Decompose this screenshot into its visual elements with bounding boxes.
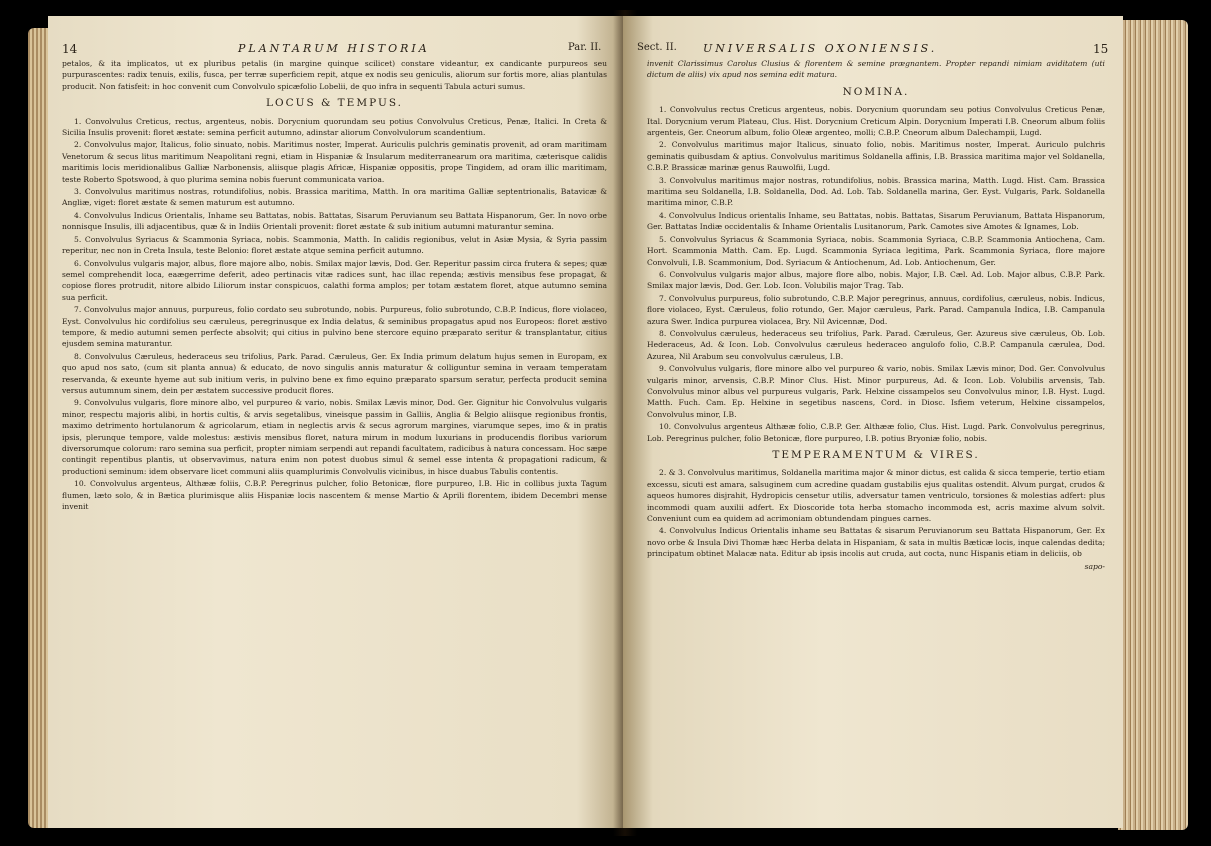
text-entry: 2. & 3. Convolvulus maritimus, Soldanella maritima major & minor dictus, est calida & sicca temperie, tertio etiam excessu, sicuti est amara, salsuginem cum acredine quadam gustabilis ejus qualitas ostendit. Alvum purgat, crudos & aqueos humores disjrahit, Hydropicis censetur utilis, adversatur tamen ventriculo, torsiones & molestias adfert: plus incommodi quam auxilii adfert. Ex Dioscoride tota herba stomacho incommoda est, acris maxime alvum solvit. Conveniunt cum ea quidem ad acrimoniam obtundendam pingues carnes. <box>647 468 1105 524</box>
text-entry: 2. Convolvulus major, Italicus, folio sinuato, nobis. Maritimus noster, Imperat. Auriculis pulchris geminatis provenit, ad oram maritimam Venetorum & secus litus maritimum Neapolitani regni, etiam in Hispaniæ & Insularum mediterranearum ora maritima, cæterisque calidis maritimis locis meridionalibus Galliæ Narbonensis, aliisque plagis Africæ, Hispaniæ oppositis, prope Tingidem, ad oram illic maritimam, teste Roberto Spotswood, à quo plurima semina nobis fuerunt communicata varioa. <box>62 140 607 184</box>
catchword: sapo- <box>1084 561 1105 571</box>
left-part-label: Par. II. <box>568 42 602 53</box>
text-entry: 6. Convolvulus vulgaris major albus, majore flore albo, nobis. Major, I.B. Cæl. Ad. Lob. Major albus, C.B.P. Park. Smilax major lævis, Dod. Ger. Lob. Icon. Volubilis major Trag. Tab. <box>647 269 1105 291</box>
section-title-temperamentum: TEMPERAMENTUM & VIRES. <box>772 449 980 461</box>
text-entry: 1. Convolvulus rectus Creticus argenteus, nobis. Dorycnium quorundam seu potius Convolvulus Creticus Penæ, Ital. Dorycnium verum Plateau, Clus. Hist. Dorycnium Creticum Alpin. Dorycnium Imperati I.B. Cneorum album foliis argenteis, Ger. Cneorum album, folio Oleæ argenteo, molli; C.B.P. Cneorum album Dalechampii, Lugd. <box>647 105 1105 138</box>
left-intro: petalos, & ita implicatos, ut ex pluribus petalis (in margine quinque scilicet) constare videantur, ex candicante purpureos seu purpurascentes: radix tenuis, exilis, fusca, per terræ superficiem repit, atque ex nodis seu geniculis, aliorum sur fortis more, alias plantulas producit. Non fatisfeit: in hoc convenit cum Convolvulo spicæfolio Lobelii, de quo infra in sequenti Tabula acturi sumus. <box>62 59 607 91</box>
right-page-number: 15 <box>1093 42 1109 56</box>
left-page <box>48 16 623 828</box>
text-entry: 7. Convolvulus major annuus, purpureus, folio cordato seu subrotundo, nobis. Purpureus, folio subrotundo, C.B.P. Indicus, flore violaceo, Eyst. Convolvulus hic cordifolius seu cæruleus, peregrinusque ex India delatus, & seminibus propagatus apud nos Europeos: floret æstivo tempore, & medio autumni semen perfecte absolvit; qui citius in pulvino bene stercore equino præparato seritur & transplantatur, citius ejusdem semina maturantur. <box>62 305 607 349</box>
text-entry: 1. Convolvulus Creticus, rectus, argenteus, nobis. Dorycnium quorundam seu potius Convolvulus Creticus, Penæ, Italici. In Creta & Sicilia Insulis provenit: floret æstate: semina perficit autumno, adinstar aliorum Convolvulorum scandentium. <box>62 116 607 138</box>
locus-entries <box>62 116 607 513</box>
right-intro: invenit Clarissimus Carolus Clusius & florentem & semine prægnantem. Propter repandi nimiam aviditatem (uti dictum de aliis) vix apud nos semina edit matura. <box>647 59 1105 80</box>
text-entry: 9. Convolvulus vulgaris, flore minore albo vel purpureo & vario, nobis. Smilax Lævis minor, Dod. Ger. Convolvulus vulgaris minor, arvensis, C.B.P. Minor Clus. Hist. Minor purpureus, Ad. & Icon. Lob. Volubilis arvensis, Tab. Convolvulus minor albus vel purpureus vulgaris, Park. Helxine cissampelos seu Convolvulus minor, I.B. Hyst. Lugd. Matth. Fuch. Cam. Ep. Helxine in segetibus nascens, Cord. in Diosc. Isfiem veterum, Helxine cissampelos, Convolvulus minor, I.B. <box>647 364 1105 419</box>
nomina-entries <box>647 104 1105 444</box>
text-entry: 5. Convolvulus Syriacus & Scammonia Syriaca, nobis. Scammonia, Matth. In calidis regionibus, velut in Asiæ Mysia, & Syria passim reperitur, nec non in Creta Insula, teste Belonio: floret æstate atque semina perficit autumno. <box>62 234 607 256</box>
text-entry: 7. Convolvulus purpureus, folio subrotundo, C.B.P. Major peregrinus, annuus, cordifolius, cæruleus, nobis. Indicus, flore violaceo, Eyst. Cæruleus, folio rotundo, Ger. Major cæruleus, Park. Parad. Campanula Indica, I.B. Campanula azura Swer. Indica purpurea violacea, Bry. Nil Avicennæ, Dod. <box>647 293 1105 326</box>
text-entry: 4. Convolvulus Indicus Orientalis, Inhame seu Battatas, nobis. Battatas, Sisarum Peruvianum seu Battata Hispanorum, Ger. In novo orbe nonnisque Insulis, illi adjacentibus, quæ & in Indiis Orientali provenit: floret æstate & sub initium autumni maturantur semina. <box>62 210 607 232</box>
right-page-edges <box>1118 20 1188 830</box>
left-page-number: 14 <box>62 42 78 56</box>
right-running-head: UNIVERSALIS OXONIENSIS. <box>703 42 938 55</box>
open-book <box>28 10 1188 836</box>
right-page <box>623 16 1123 828</box>
right-section-label: Sect. II. <box>637 42 677 53</box>
text-entry: 10. Convolvulus argenteus, Althææ foliis, C.B.P. Peregrinus pulcher, folio Betonicæ, flore purpureo, I.B. Hic in collibus juxta Tagum flumen, læto solo, & in Bætica plurimisque aliis Hispaniæ locis nascentem & mense Martio & Aprili florentem, ibidem Decembri mense invenit <box>62 479 607 512</box>
left-running-head: PLANTARUM HISTORIA <box>238 42 430 55</box>
text-entry: 4. Convolvulus Indicus orientalis Inhame, seu Battatas, nobis. Battatas, Sisarum Peruvianum, Battata Hispanorum, Ger. Battatas Indiæ occidentalis & Inhame Orientalis Lusitanorum, Park. Camotes sive Amotes & Ignames, Lob. <box>647 210 1105 232</box>
left-text-column <box>62 58 607 513</box>
text-entry: 10. Convolvulus argenteus Althææ folio, C.B.P. Ger. Althææ folio, Clus. Hist. Lugd. Park. Convolvulus peregrinus, Lob. Peregrinus pulcher, folio Betonicæ, flore purpureo, I.B. potius Bryoniæ folio, nobis. <box>647 422 1105 443</box>
temperamentum-entries <box>647 467 1105 559</box>
text-entry: 3. Convolvulus maritimus major nostras, rotundifolius, nobis. Brassica marina, Matth. Lugd. Hist. Cam. Brassica maritima seu Soldanella, I.B. Soldanella, Dod. Ad. Lob. Tab. Soldanella marina, Ger. Eyst. Vulgaris, Park. Soldanella maritima minor, C.B.P. <box>647 175 1105 208</box>
text-entry: 6. Convolvulus vulgaris major, albus, flore majore albo, nobis. Smilax major lævis, Dod. Ger. Reperitur passim circa frutera & sepes; quæ semel comprehendit loca, eaægerrime deferit, adeo pertinacis vitæ radices sunt, hac illac rependa; æstivis mensibus fese propagat, & copiose flores protrudit, nitore albido Liliorum instar conspicuos, calathi forma amplos; per totam æstatem floret, atque autumno semina sua perficit. <box>62 258 607 302</box>
section-title-locus: LOCUS & TEMPUS. <box>266 97 403 110</box>
text-entry: 9. Convolvulus vulgaris, flore minore albo, vel purpureo & vario, nobis. Smilax Lævis minor, Dod. Ger. Gignitur hic Convolvulus vulgaris minor, respectu majoris alibi, in hortis cultis, & arvis segetalibus, vineisque passim in Galliis, Anglia & Belgio aliisque regionibus frontis, maximo detrimento hortulanorum & agricolarum, etiam in neglectis arvis & secus agrorum margines, viarumque sepes, imo & in pratis ipsis, plerunque tempore, valde molestus: æstivis mensibus floret, natura mirum in modum luxurians in producendis floribus variorum diversorumque colorum: raro semina sua perficit, propter nimiam serpendi aut repandi facultatem, radicibus à natura concessam. Hoc sæpe contingit repentibus plantis, ut observavimus, natura enim non potest duobus simul & semel esse intenta & propagationi radicum, & productioni seminum: idem observare licet communi aliis quamplurimis Convolvulis vicinibus, in hisce duabus Tabulis contentis. <box>62 398 607 476</box>
text-entry: 4. Convolvulus Indicus Orientalis inhame seu Battatas & sisarum Peruvianorum seu Battata Hispanorum, Ger. Ex novo orbe & Insula Divi Thomæ hæc Herba delata in Hispaniam, & sata in multis Bæticæ locis, inque calendas dedita; principatum obtinet Malacæ nata. Editur ab ipsis incolis aut cruda, aut cocta, nunc Hispanis etiam in deliciis, ob <box>647 526 1105 559</box>
text-entry: 8. Convolvulus cæruleus, hederaceus seu trifolius, Park. Parad. Cæruleus, Ger. Azureus sive cæruleus, Ob. Lob. Hederaceus, Ad. & Icon. Lob. Convolvulus cæruleus hederaceo angulofo folio, C.B.P. Campanula cærulea, Dod. Azurea, Nil Arabum seu convolvulus cæruleus, I.B. <box>647 328 1105 361</box>
right-text-column <box>647 58 1105 572</box>
text-entry: 3. Convolvulus maritimus nostras, rotundifolius, nobis. Brassica maritima, Matth. In ora maritima Galliæ septentrionalis, Batavicæ & Angliæ, viget: floret æstate & semen maturum est autumno. <box>62 187 607 208</box>
text-entry: 8. Convolvulus Cæruleus, hederaceus seu trifolius, Park. Parad. Cæruleus, Ger. Ex India primum delatum hujus semen in Europam, ex quo apud nos sato, (cum sit planta annua) & educato, de novo singulis annis maturatur & colliguntur semina in veraam temperatam reservanda, & exeunte hyeme aut sub initium veris, in pulvino bene ex fimo equino præparato sparsum seratur, perfecta producit semina versus autumnum sinem, dein per æstatem successive producit flores. <box>62 351 607 395</box>
left-page-edges <box>28 28 50 828</box>
text-entry: 2. Convolvulus maritimus major Italicus, sinuato folio, nobis. Maritimus noster, Imperat. Auriculo pulchris geminatis quibusdam & aptius. Convolvulus maritimus Soldanella affinis, I.B. Brassica maritima major vel Soldanella, C.B.P. Brassicæ marinæ genus Rauwolfii, Lugd. <box>647 140 1105 173</box>
text-entry: 5. Convolvulus Syriacus & Scammonia Syriaca, nobis. Scammonia Syriaca, C.B.P. Scammonia Antiochena, Cam. Hort. Scammonia Matth. Cam. Ep. Lugd. Scammonia Syriaca legitima, Park. Scammonia Syriaca, flore majore Convolvuli, I.B. Scammonium, Dod. Syriacum & Antiochenum, Ad. Lob. Antiochenum, Ger. <box>647 234 1105 267</box>
section-title-nomina: NOMINA. <box>842 85 910 98</box>
